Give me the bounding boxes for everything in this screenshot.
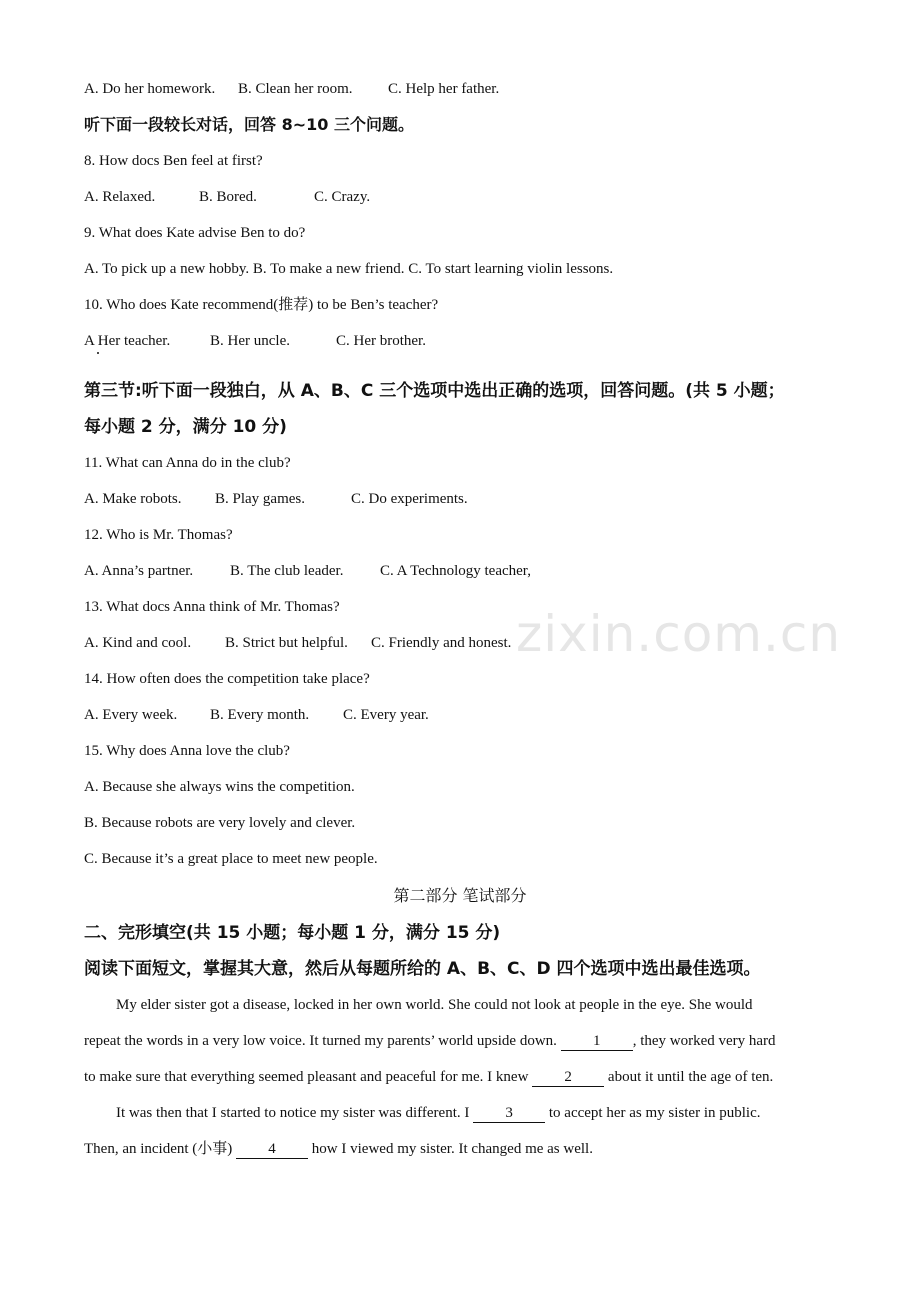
q11-stem: 11. What can Anna do in the club? bbox=[84, 455, 291, 471]
q11-option-c: C. Do experiments. bbox=[351, 491, 468, 507]
q14-option-b: B. Every month. bbox=[210, 707, 310, 723]
section-8-10-heading: 听下面一段较长对话，回答 8~10 三个问题。 bbox=[84, 115, 414, 134]
passage-p1-line1: My elder sister got a disease, locked in her own world. She could not look at people in the eye. She would bbox=[116, 997, 753, 1013]
q12-option-a: A. Anna’s partner. bbox=[84, 563, 194, 579]
cloze-heading: 二、完形填空(共 15 小题；每小题 1 分，满分 15 分) bbox=[84, 923, 501, 943]
q11-option-a: A. Make robots. bbox=[84, 491, 182, 507]
q8-option-a: A. Relaxed. bbox=[84, 189, 156, 205]
q7-option-c: C. Help her father. bbox=[388, 81, 500, 97]
passage-text: to make sure that everything seemed pleasant and peaceful for me. I knew bbox=[84, 1069, 533, 1085]
cloze-blank-3: 3 bbox=[473, 1105, 545, 1123]
q11-option-b: B. Play games. bbox=[215, 491, 305, 507]
q10-option-c: C. Her brother. bbox=[336, 333, 426, 349]
q10-option-a: A Her teacher. bbox=[84, 333, 171, 349]
q8-option-b: B. Bored. bbox=[199, 189, 257, 205]
passage-text: to accept her as my sister in public. bbox=[545, 1105, 761, 1121]
q12-option-c: C. A Technology teacher, bbox=[380, 563, 531, 579]
cloze-blank-2: 2 bbox=[532, 1069, 604, 1087]
q14-option-a: A. Every week. bbox=[84, 707, 178, 723]
passage-text: repeat the words in a very low voice. It turned my parents’ world upside down. bbox=[84, 1033, 561, 1049]
q12-option-b: B. The club leader. bbox=[230, 563, 344, 579]
q14-stem: 14. How often does the competition take place? bbox=[84, 671, 370, 687]
q7-option-b: B. Clean her room. bbox=[238, 81, 353, 97]
part2-title: 第二部分 笔试部分 bbox=[393, 886, 527, 905]
q11-options bbox=[84, 489, 468, 509]
q13-option-b: B. Strict but helpful. bbox=[225, 635, 348, 651]
passage-p2-line1 bbox=[116, 1103, 760, 1123]
passage-p2-line2 bbox=[84, 1139, 593, 1159]
passage-text: , they worked very hard bbox=[632, 1033, 776, 1049]
section3-heading-line2: 每小题 2 分，满分 10 分) bbox=[84, 417, 287, 437]
q10-options bbox=[84, 331, 426, 351]
q13-option-c: C. Friendly and honest. bbox=[371, 635, 512, 651]
passage-text: about it until the age of ten. bbox=[604, 1069, 774, 1085]
q10-stem: 10. Who does Kate recommend(推荐) to be Ben’s teacher? bbox=[84, 297, 439, 313]
cloze-instruction: 阅读下面短文，掌握其大意，然后从每题所给的 A、B、C、D 四个选项中选出最佳选项。 bbox=[84, 959, 761, 979]
q8-option-c: C. Crazy. bbox=[314, 189, 371, 205]
q13-stem: 13. What docs Anna think of Mr. Thomas? bbox=[84, 599, 340, 615]
cloze-blank-1: 1 bbox=[561, 1033, 633, 1051]
q15-option-b: B. Because robots are very lovely and clever. bbox=[84, 815, 356, 831]
q15-option-a: A. Because she always wins the competition. bbox=[84, 779, 355, 795]
cloze-blank-4: 4 bbox=[236, 1141, 308, 1159]
q14-option-c: C. Every year. bbox=[343, 707, 429, 723]
q7-options bbox=[84, 79, 499, 99]
section3-heading-line1: 第三节:听下面一段独白，从 A、B、C 三个选项中选出正确的选项，回答问题。(共 5 小题； bbox=[84, 381, 785, 401]
q8-options bbox=[84, 187, 370, 207]
q15-stem: 15. Why does Anna love the club? bbox=[84, 743, 290, 759]
watermark: zixin.com.cn bbox=[516, 605, 842, 663]
q14-options bbox=[84, 705, 429, 725]
q12-stem: 12. Who is Mr. Thomas? bbox=[84, 527, 233, 543]
passage-text: Then, an incident (小事) bbox=[84, 1141, 237, 1157]
q7-option-a: A. Do her homework. bbox=[84, 81, 216, 97]
passage-p1-line2 bbox=[84, 1031, 776, 1051]
q12-options bbox=[84, 561, 531, 581]
q9-stem: 9. What does Kate advise Ben to do? bbox=[84, 225, 306, 241]
q15-option-c: C. Because it’s a great place to meet new people. bbox=[84, 851, 378, 867]
stray-dot-mark bbox=[97, 352, 99, 354]
passage-text: It was then that I started to notice my sister was different. I bbox=[116, 1105, 474, 1121]
passage-text: how I viewed my sister. It changed me as well. bbox=[308, 1141, 593, 1157]
q8-stem: 8. How docs Ben feel at first? bbox=[84, 153, 263, 169]
q10-option-b: B. Her uncle. bbox=[210, 333, 290, 349]
q13-option-a: A. Kind and cool. bbox=[84, 635, 192, 651]
passage-p1-line3 bbox=[84, 1067, 773, 1087]
q9-options: A. To pick up a new hobby. B. To make a new friend. C. To start learning violin lessons. bbox=[84, 261, 614, 277]
q13-options bbox=[84, 633, 511, 653]
